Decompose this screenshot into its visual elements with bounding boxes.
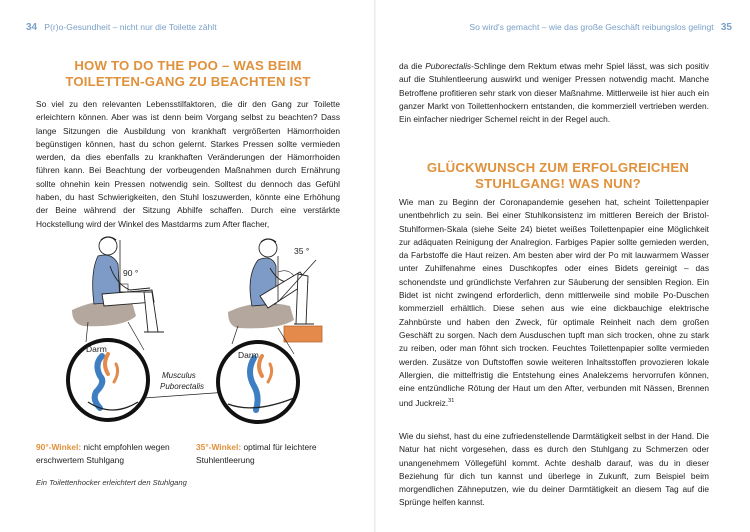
toilet-seat-right [228, 303, 294, 328]
right-running-head-title: So wird's gemacht – wie das große Geschäft reibungslos gelingt [469, 22, 714, 32]
caption-90-text: nicht empfohlen wegen erschwertem Stuhlgang [36, 442, 170, 465]
angle-label-90: 90 ° [123, 268, 139, 278]
caption-90-lead: 90°-Winkel: [36, 442, 82, 452]
left-section-heading: HOW TO DO THE POO – WAS BEIM TOILETTEN-GANG ZU BEACHTEN IST [65, 58, 311, 89]
figure-caption: Ein Toilettenhocker erleichtert den Stuhlgang [36, 478, 187, 487]
caption-35-degree [196, 441, 346, 466]
para1-start: da die [399, 61, 426, 71]
right-paragraph-3: Wie du siehst, hast du eine zufriedenstellende Darmtätigkeit selbst in der Hand. Die Natur hat nicht vorgesehen, dass es durch den Stuhlgang zu Schmerzen oder unangenehmem Völlegefühl kommt. Achte deshalb darauf, was du in dieser Beziehung für dich tun kannst und überlege in Zukunft, zum Beispiel beim morgendlichen Zähneputzen, wie du deiner Darmtätigkeit an diesem Tag auf die Sprünge helfen kannst. [399, 431, 709, 508]
right-paragraph-2 [399, 196, 709, 411]
left-running-head-title: P(r)o-Gesundheit – nicht nur die Toilette zählt [44, 22, 217, 32]
caption-35-text: optimal für leichtere Stuhlentleerung [196, 442, 317, 465]
darm-label-left: Darm [86, 344, 107, 354]
left-body-paragraph: So viel zu den relevanten Lebensstilfaktoren, die dir den Gang zur Toilette erleichtern können. Aber was ist denn beim Vorgang selbst zu beachten? Dass lange Sitzungen die Ausbildung von krankhaft vergrößerten Hämorrhoiden begünstigen können, hast du schon gelernt. Starkes Pressen sollte vermieden werden, da dies ebenfalls zu krankhaften Veränderungen der Hämorrhoiden führen kann. Bei Beachtung der vorbeugenden Maßnahmen durch Ernährung sollte ohnehin kein Pressen notwendig sein. Solltest du dennoch das Gefühl haben, du hast Schwierigkeiten, den Stuhl loszuwerden, könnte eine Erhöhung der Beine während der Sitzung Abhilfe schaffen. Durch eine verstärkte Hockstellung wird der Winkel des Mastdarms zum After flacher, [36, 99, 340, 229]
right-page-number: 35 [720, 22, 732, 33]
para2-text: Wie man zu Beginn der Coronapandemie gesehen hat, scheint Toilettenpapier unentbehrlich zu sein. Bei einer Stuhlkonsistenz im mittleren Bereich der Bristol-Stuhlformen-Skala (siehe Seite 24) bietet weißes Toilettenpapier eine Möglichkeit zur adäquaten Reinigung der Analregion. Farbiges Papier sollte gemieden werden, da Farbstoffe die Haut reizen. Am besten aber wird der Po mit lauwarmem Wasser unter Zuhilfenahme eines Duschkopfes oder eines Bidets gereinigt – das schonendste und gründlichste Verfahren zur Säuberung der sensiblen Region. Ein Bidet ist nicht zwingend erforderlich, denn mittlerweile sind mobile Po-Duschen kommerziell erhältlich. Diese sehen aus wie eine dickbauchige elektrische Zahnbürste und haben den Zweck, für optimale Reinheit nach dem großen Geschäft zu sorgen. Nach dem Ausduschen tupft man sich trocken, ohne zu stark zu reiben, oder man föhnt sich trocken. Feuchtes Toilettenpapier sollte vermieden werden. Zusätze von Duftstoffen sowie weiteren Inhaltsstoffen provozieren lokale Allergien, die mittelfristig die Entstehung eines Analekzems hervorrufen können, eine entzündliche Rötung der Haut um den After, verbunden mit Nässen, Brennen und Juckreiz. [399, 197, 709, 409]
toilet-stool [284, 326, 322, 342]
left-page-number: 34 [26, 22, 38, 33]
darm-label-right: Darm [238, 350, 259, 360]
right-running-head [469, 22, 732, 33]
toilet-posture-illustration [32, 232, 344, 437]
angle-label-35: 35 ° [294, 246, 310, 256]
right-paragraph-1 [399, 60, 709, 126]
para1-rest: -Schlinge dem Rektum etwas mehr Spiel lässt, was sich positiv auf die Stuhlentleerung auswirkt und weniger Pressen notwendig macht. Manche Betroffene profitieren sehr stark von dieser Maßnahme. Mittlerweile ist hier auch ein ganzer Markt von Toilettenhockern entstanden, die kommerziell vertrieben werden. Ein einfacher niedriger Schemel reicht in der Regel auch. [399, 61, 709, 125]
para1-italic-term: Puborectalis [425, 61, 472, 71]
zoom-circle-left [68, 340, 148, 420]
caption-90-degree [36, 441, 186, 466]
figure-35-degree [218, 239, 322, 422]
muscle-label-line1: Musculus [162, 371, 196, 380]
right-section-heading: GLÜCKWUNSCH ZUM ERFOLGREICHEN STUHLGANG! WAS NUN? [426, 160, 690, 191]
muscle-label-group [144, 371, 228, 398]
caption-35-lead: 35°-Winkel: [196, 442, 242, 452]
left-running-head [26, 22, 217, 33]
figure-90-degree [68, 237, 164, 420]
footnote-marker: 31 [448, 398, 455, 405]
page-gutter [374, 0, 376, 532]
muscle-label-line2: Puborectalis [160, 382, 205, 391]
